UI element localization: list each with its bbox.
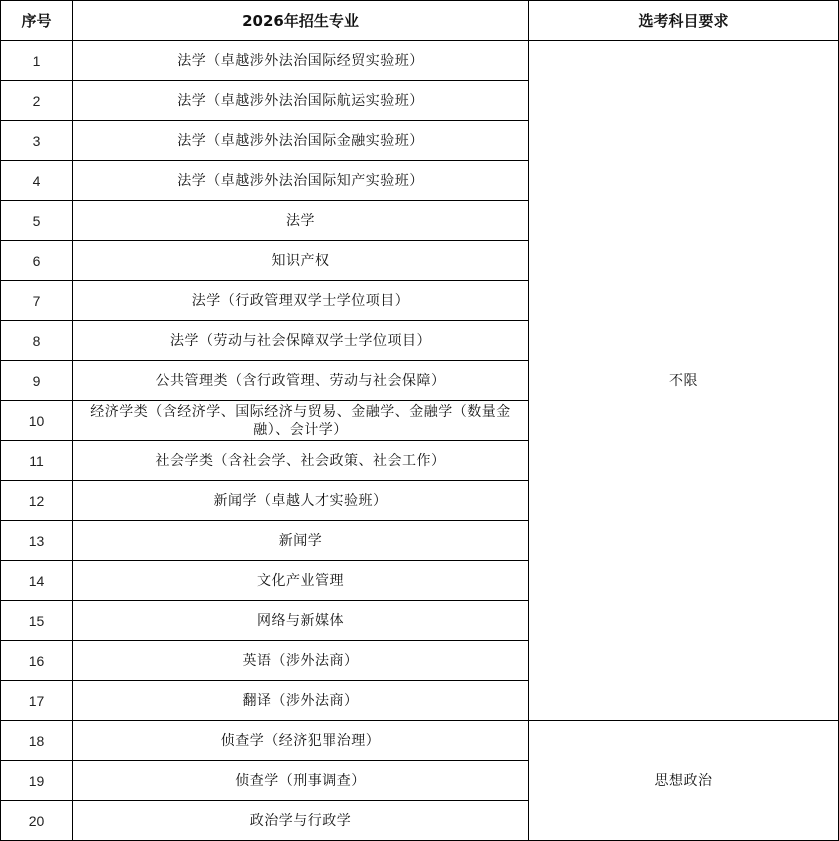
row-major: 文化产业管理: [73, 561, 529, 601]
row-major: 新闻学（卓越人才实验班）: [73, 481, 529, 521]
row-major: 法学（劳动与社会保障双学士学位项目）: [73, 321, 529, 361]
row-major: 法学: [73, 201, 529, 241]
row-index: 14: [1, 561, 73, 601]
row-major: 法学（卓越涉外法治国际经贸实验班）: [73, 41, 529, 81]
row-index: 20: [1, 801, 73, 841]
header-requirement: 选考科目要求: [529, 1, 839, 41]
header-row: [1, 1, 839, 41]
row-major: 法学（卓越涉外法治国际航运实验班）: [73, 81, 529, 121]
header-index: 序号: [1, 1, 73, 41]
row-index: 18: [1, 721, 73, 761]
row-index: 10: [1, 401, 73, 441]
header-major: 2026年招生专业: [73, 1, 529, 41]
row-major: 社会学类（含社会学、社会政策、社会工作）: [73, 441, 529, 481]
row-index: 4: [1, 161, 73, 201]
row-index: 2: [1, 81, 73, 121]
row-major: 法学（行政管理双学士学位项目）: [73, 281, 529, 321]
requirement-group-unrestricted: 不限: [529, 41, 839, 721]
row-index: 1: [1, 41, 73, 81]
row-major: 法学（卓越涉外法治国际知产实验班）: [73, 161, 529, 201]
row-index: 3: [1, 121, 73, 161]
row-index: 9: [1, 361, 73, 401]
row-index: 6: [1, 241, 73, 281]
row-major: 网络与新媒体: [73, 601, 529, 641]
row-index: 13: [1, 521, 73, 561]
requirement-group-politics: 思想政治: [529, 721, 839, 841]
row-major: 知识产权: [73, 241, 529, 281]
row-index: 15: [1, 601, 73, 641]
row-major: 侦查学（经济犯罪治理）: [73, 721, 529, 761]
row-index: 7: [1, 281, 73, 321]
row-major: 政治学与行政学: [73, 801, 529, 841]
row-index: 17: [1, 681, 73, 721]
row-index: 5: [1, 201, 73, 241]
row-index: 16: [1, 641, 73, 681]
row-index: 11: [1, 441, 73, 481]
row-index: 8: [1, 321, 73, 361]
row-major: 经济学类（含经济学、国际经济与贸易、金融学、金融学（数量金融）、会计学）: [73, 401, 529, 441]
row-major: 英语（涉外法商）: [73, 641, 529, 681]
row-index: 19: [1, 761, 73, 801]
row-major: 公共管理类（含行政管理、劳动与社会保障）: [73, 361, 529, 401]
row-major: 新闻学: [73, 521, 529, 561]
table-row: [1, 41, 839, 81]
row-major: 法学（卓越涉外法治国际金融实验班）: [73, 121, 529, 161]
table-row: [1, 721, 839, 761]
row-major: 翻译（涉外法商）: [73, 681, 529, 721]
row-major: 侦查学（刑事调查）: [73, 761, 529, 801]
row-index: 12: [1, 481, 73, 521]
